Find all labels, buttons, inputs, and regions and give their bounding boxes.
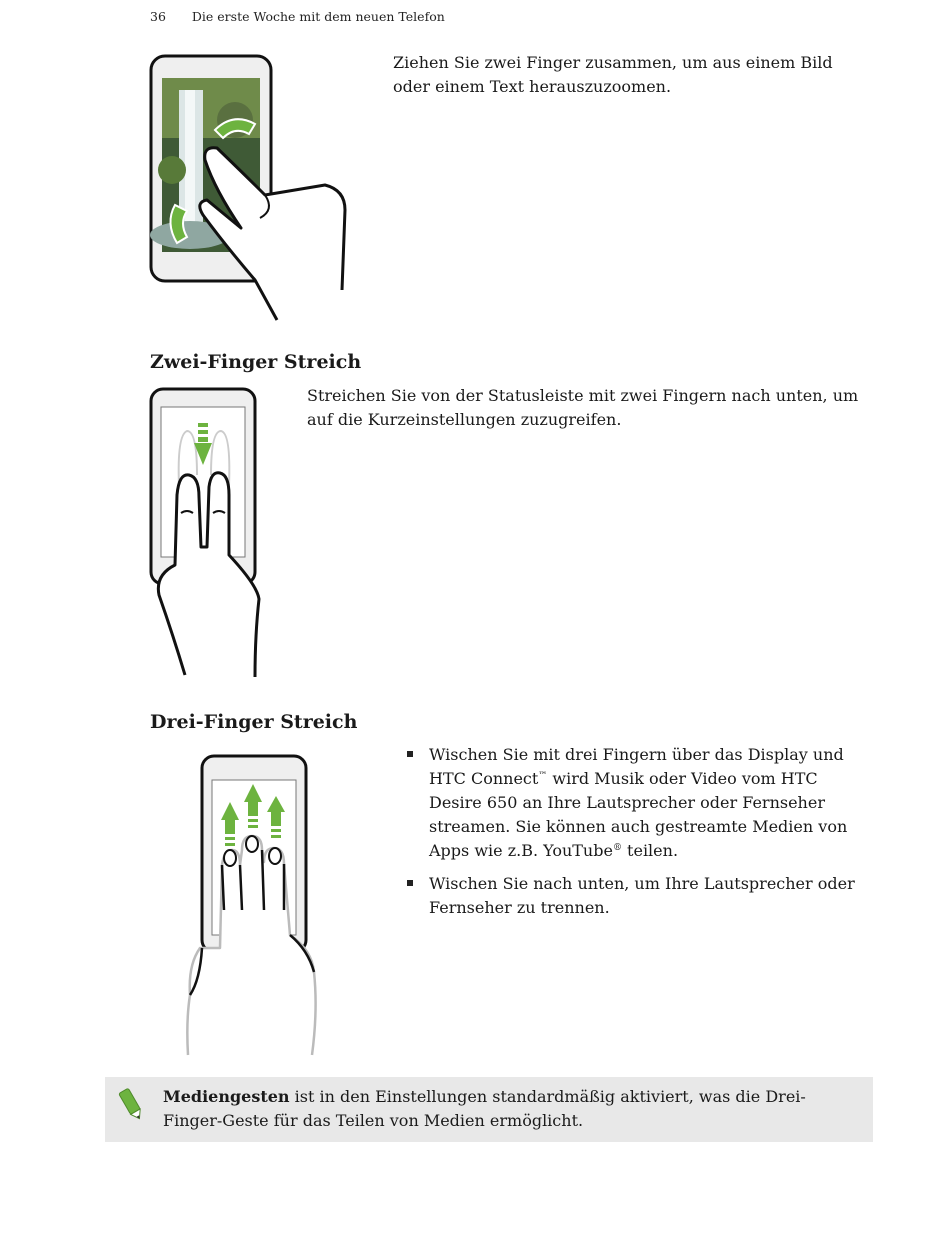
note-box bbox=[105, 1077, 873, 1142]
three-finger-bullet-list bbox=[405, 743, 875, 929]
section-heading-three-finger: Drei-Finger Streich bbox=[150, 711, 358, 733]
three-finger-swipe-illustration bbox=[180, 750, 325, 1062]
two-finger-swipe-illustration bbox=[145, 385, 270, 680]
note-text: Mediengesten ist in den Einstellungen standardmäßig aktiviert, was die Drei-Finger-Geste für das Teilen von Medien ermöglicht. bbox=[163, 1087, 806, 1130]
page-header bbox=[150, 9, 445, 24]
list-item: Wischen Sie mit drei Fingern über das Display und HTC Connect™ wird Musik oder Video vom HTC Desire 650 an Ihre Lautsprecher oder Fernseher streamen. Sie können auch gestreamte Medien von Apps wie z.B. YouTube® teilen. bbox=[405, 743, 875, 863]
pinch-zoom-illustration bbox=[145, 50, 355, 325]
section-heading-two-finger: Zwei-Finger Streich bbox=[150, 351, 362, 373]
pinch-description: Ziehen Sie zwei Finger zusammen, um aus einem Bild oder einem Text herauszuzoomen. bbox=[393, 53, 833, 96]
page-number: 36 bbox=[150, 9, 166, 24]
list-item: Wischen Sie nach unten, um Ihre Lautsprecher oder Fernseher zu trennen. bbox=[405, 872, 875, 920]
two-finger-description: Streichen Sie von der Statusleiste mit zwei Fingern nach unten, um auf die Kurzeinstellungen zuzugreifen. bbox=[307, 386, 859, 429]
note-bold-term: Mediengesten bbox=[163, 1087, 290, 1106]
chapter-title: Die erste Woche mit dem neuen Telefon bbox=[191, 9, 445, 24]
pencil-note-icon bbox=[115, 1087, 147, 1123]
